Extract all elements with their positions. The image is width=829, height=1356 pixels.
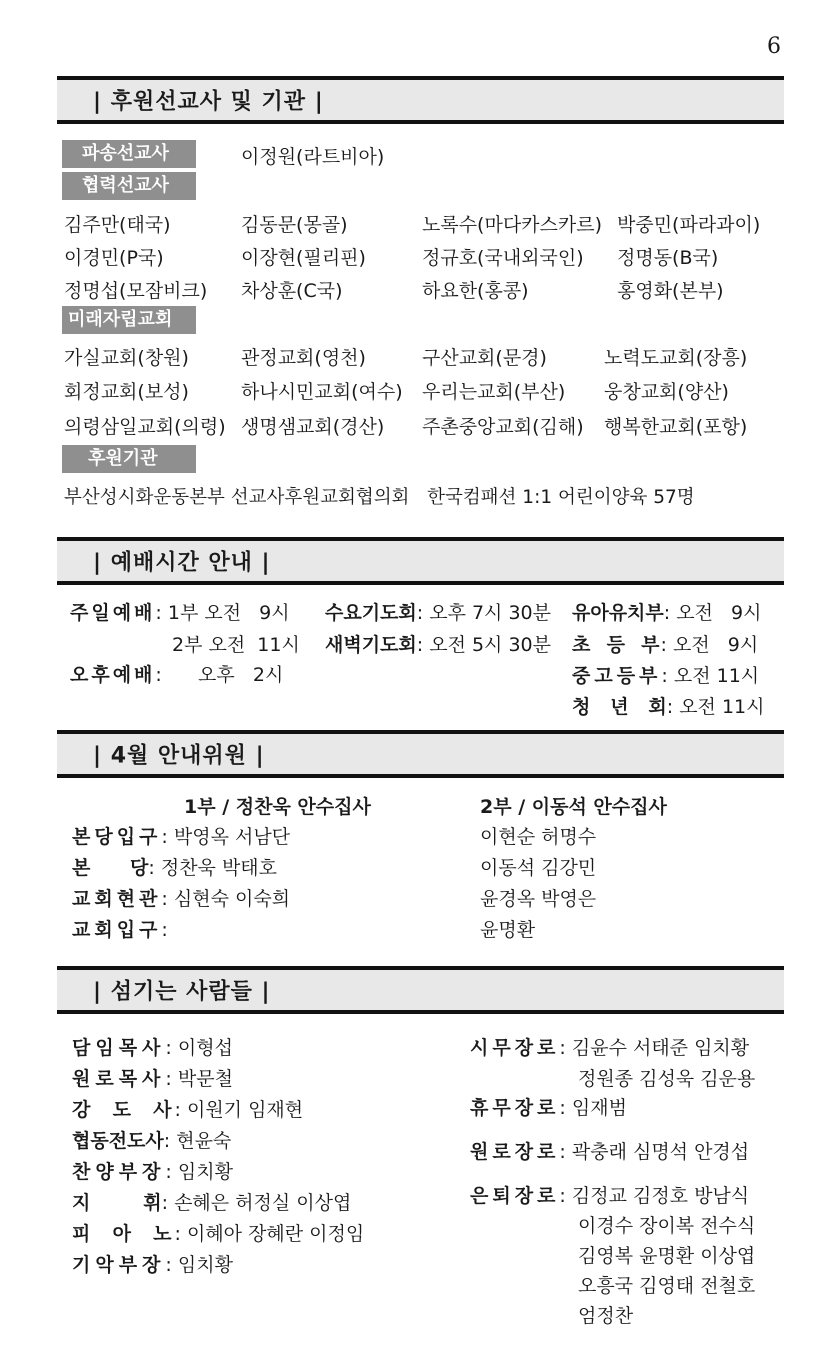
value: : 김윤수 서태준 임치황 <box>559 1037 750 1059</box>
value: : 오전 5시 30분 <box>416 634 551 656</box>
value: : 임재범 <box>559 1097 627 1119</box>
label: 기악부장 <box>72 1254 166 1276</box>
value: : 오전 11시 <box>666 696 765 718</box>
label: 주일예배 <box>70 602 156 624</box>
future-church: 노력도교회(장흥) <box>604 347 748 369</box>
tag-coop-missionary: 협력선교사 <box>62 172 196 200</box>
future-church: 주촌중앙교회(김해) <box>422 416 584 438</box>
coop-missionary: 이경민(P국) <box>64 247 164 269</box>
coop-missionary: 정규호(국내외국인) <box>422 247 584 269</box>
value: : 박영옥 서남단 <box>161 826 291 848</box>
value: : 오후 2시 <box>155 664 284 686</box>
future-church: 웅창교회(양산) <box>604 381 729 403</box>
coop-missionary: 김주만(태국) <box>64 214 171 236</box>
sponsor-orgs: 부산성시화운동본부 선교사후원교회협의회 한국컴패션 1:1 어린이양육 57명 <box>64 487 695 508</box>
label: 피 아 노 <box>72 1223 175 1245</box>
coop-missionary: 김동문(몽골) <box>241 214 348 236</box>
servant-rest-elder <box>470 1093 627 1120</box>
section-title: | 4월 안내위원 | <box>93 743 265 769</box>
worship-elementary <box>572 630 758 657</box>
section-title: | 후원선교사 및 기관 | <box>93 89 324 115</box>
label: 유아유치부 <box>572 602 664 624</box>
future-church: 생명샘교회(경산) <box>241 416 385 438</box>
coop-missionary: 정명동(B국) <box>617 247 719 269</box>
future-church: 우리는교회(부산) <box>422 381 566 403</box>
servant-row <box>72 1157 233 1184</box>
guides-row <box>72 915 168 942</box>
coop-missionary: 차상훈(C국) <box>241 280 343 302</box>
label: 협동전도사 <box>72 1130 164 1152</box>
guides-row <box>72 884 290 911</box>
guides-row <box>72 853 277 880</box>
label: 오후예배 <box>70 664 156 686</box>
coop-missionary: 홍영화(본부) <box>617 280 724 302</box>
servant-row <box>72 1095 303 1122</box>
value: : 현윤숙 <box>163 1130 232 1152</box>
worship-youth <box>572 692 765 719</box>
label: 중고등부 <box>572 665 662 687</box>
worship-dawn <box>325 630 551 657</box>
future-church: 회정교회(보성) <box>64 381 189 403</box>
future-church: 관정교회(영천) <box>241 347 366 369</box>
value: : 심현숙 이숙희 <box>161 888 291 910</box>
label: 초 등 부 <box>572 634 661 656</box>
future-church: 구산교회(문경) <box>422 347 547 369</box>
coop-missionary: 하요한(홍콩) <box>422 280 529 302</box>
value: : <box>161 919 168 941</box>
label: 은퇴장로 <box>470 1185 560 1207</box>
label: 교회입구 <box>72 919 162 941</box>
servant-retired-2: 이경수 장이복 전수식 <box>578 1215 756 1237</box>
servant-retired-elder <box>470 1181 749 1208</box>
worship-afternoon <box>70 660 283 687</box>
guides-row-p2: 윤명환 <box>480 919 536 941</box>
value: : 손혜은 허정실 이상엽 <box>161 1192 352 1214</box>
value: : 오전 9시 <box>660 634 759 656</box>
coop-missionary: 정명섭(모잠비크) <box>64 280 208 302</box>
servant-row <box>72 1219 364 1246</box>
value: : 오전 9시 <box>663 602 762 624</box>
value: : 오전 11시 <box>661 665 760 687</box>
label: 교회현관 <box>72 888 162 910</box>
worship-sunday <box>70 598 290 625</box>
guides-col2-header: 2부 / 이동석 안수집사 <box>480 796 667 818</box>
guides-row-p2: 이현순 허명수 <box>480 826 597 848</box>
servant-row <box>72 1033 233 1060</box>
servant-elder-2: 정원종 김성욱 김운용 <box>578 1068 756 1090</box>
coop-missionary: 박중민(파라과이) <box>617 214 761 236</box>
label: 시무장로 <box>470 1037 560 1059</box>
worship-wednesday <box>325 598 551 625</box>
label: 새벽기도회 <box>325 634 417 656</box>
servant-row <box>72 1126 231 1153</box>
section-header-guides <box>57 730 784 778</box>
label: 본당입구 <box>72 826 162 848</box>
label: 청 년 회 <box>572 696 667 718</box>
value: : 정찬욱 박태호 <box>148 857 278 879</box>
label: 원로장로 <box>470 1141 560 1163</box>
value: : 박문철 <box>165 1068 233 1090</box>
label: 강 도 사 <box>72 1099 175 1121</box>
label: 본 당 <box>72 857 149 879</box>
tag-future-church: 미래자립교회 <box>62 306 196 334</box>
servant-retired-5: 엄정찬 <box>578 1305 634 1327</box>
value: : 이혜아 장혜란 이정임 <box>174 1223 365 1245</box>
guides-row <box>72 822 290 849</box>
label: 수요기도회 <box>325 602 417 624</box>
section-header-missionaries <box>57 76 784 124</box>
coop-missionary: 이장현(필리핀) <box>241 247 366 269</box>
section-header-servants <box>57 966 784 1014</box>
future-church: 하나시민교회(여수) <box>241 381 403 403</box>
label: 담임목사 <box>72 1037 166 1059</box>
servant-row <box>72 1250 233 1277</box>
tag-sponsor-org: 후원기관 <box>62 445 196 473</box>
future-church: 의령삼일교회(의령) <box>64 416 226 438</box>
page-number: 6 <box>767 34 781 59</box>
tag-sent-missionary: 파송선교사 <box>62 140 196 168</box>
servant-emeritus-elder <box>470 1137 749 1164</box>
worship-kinder <box>572 598 762 625</box>
servant-retired-4: 오흥국 김영태 전철호 <box>578 1275 756 1297</box>
value: : 이원기 임재현 <box>174 1099 304 1121</box>
servant-row <box>72 1188 351 1215</box>
servant-elder <box>470 1033 749 1060</box>
worship-middle-high <box>572 661 759 688</box>
section-header-worship <box>57 537 784 585</box>
value: : 이형섭 <box>165 1037 233 1059</box>
value: : 김정교 김정호 방남식 <box>559 1185 750 1207</box>
value: : 오후 7시 30분 <box>416 602 551 624</box>
future-church: 행복한교회(포항) <box>604 416 748 438</box>
guides-row-p2: 이동석 김강민 <box>480 857 597 879</box>
label: 찬양부장 <box>72 1161 166 1183</box>
value: : 1부 오전 9시 <box>155 602 290 624</box>
label: 휴무장로 <box>470 1097 560 1119</box>
servant-retired-3: 김영복 윤명환 이상엽 <box>578 1245 756 1267</box>
value: : 임치황 <box>165 1161 233 1183</box>
guides-col1-header: 1부 / 정찬욱 안수집사 <box>184 796 371 818</box>
future-church: 가실교회(창원) <box>64 347 189 369</box>
label: 지 휘 <box>72 1192 162 1214</box>
sent-missionary: 이정원(라트비아) <box>241 146 385 168</box>
label: 원로목사 <box>72 1068 166 1090</box>
guides-row-p2: 윤경옥 박영은 <box>480 888 597 910</box>
section-title: | 예배시간 안내 | <box>93 550 271 576</box>
worship-sunday-2: 2부 오전 11시 <box>172 634 300 656</box>
value: : 임치황 <box>165 1254 233 1276</box>
value: : 곽충래 심명석 안경섭 <box>559 1141 750 1163</box>
section-title: | 섬기는 사람들 | <box>93 979 271 1005</box>
servant-row <box>72 1064 233 1091</box>
coop-missionary: 노록수(마다카스카르) <box>422 214 603 236</box>
